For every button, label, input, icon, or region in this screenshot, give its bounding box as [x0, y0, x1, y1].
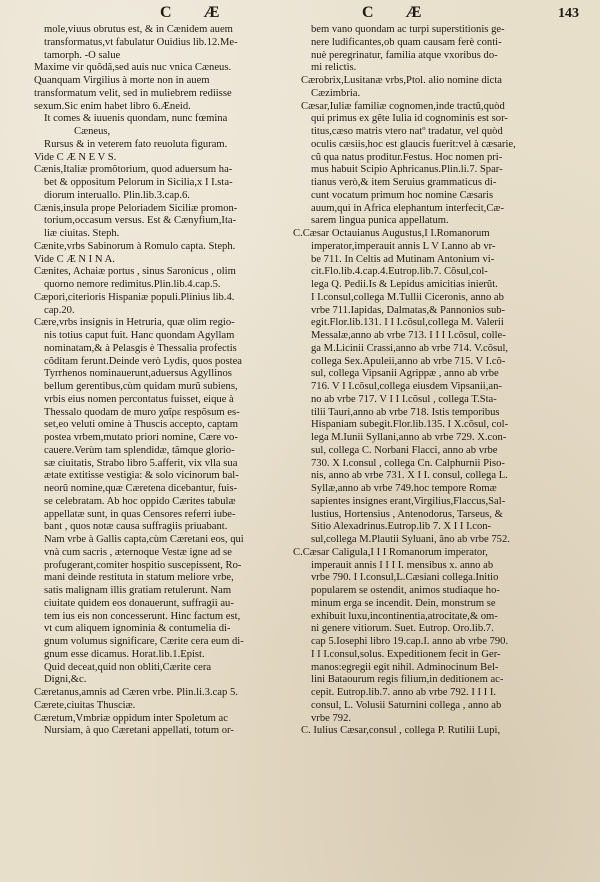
text-line: nominatam,& à Pelasgis è Thessalia profectis	[44, 342, 237, 354]
text-line: nis totius caput fuit. Hanc quondam Agyllam	[44, 330, 235, 341]
text-line: lustius, Hortensius , Antenodorus, Tarseus, &	[311, 508, 503, 520]
text-line: imperator,imperauit annis L V I.anno ab vr-	[311, 240, 496, 252]
text-line: Cænite,vrbs Sabinorum à Romulo capta. Steph.	[34, 240, 236, 252]
text-line: vrbe 792.	[311, 712, 352, 724]
text-line: tilii Tauri,anno ab vrbe 718. Istis temporibus	[311, 406, 500, 418]
text-line: cũ qua natus proditur.Festus. Hoc nomen pri-	[311, 151, 503, 163]
text-line: bellum gerentibus,cùm quidam murũ subiens,	[44, 381, 238, 392]
text-line: oculis cæsiis,hoc est glaucis fuerit:vel à cæsarie,	[311, 138, 516, 150]
text-line: Cæretanus,amnis ad Cæren vrbe. Plin.li.3.cap 5.	[34, 687, 238, 698]
text-line: bant , quos notæ causa suffragiis priuabant.	[44, 521, 228, 533]
text-line: titus,cæso matris vtero natº tradatur, vel quòd	[311, 126, 503, 137]
text-line: liæ ciuitas. Steph.	[44, 228, 120, 239]
text-line: Quanquam Virgilius à morte non in auem	[34, 75, 210, 86]
text-line: I I I.consul,solus. Expeditionem fecit in Ger-	[311, 648, 501, 660]
text-line: sapientes insignes erant,Virgilius,Flaccus,Sal-	[311, 495, 506, 507]
text-line: neorũ nomine,quæ Cæretena dicebantur, fuis-	[44, 483, 238, 494]
text-line: Cærobrix,Lusitanæ vrbs,Ptol. alio nomine dicta	[301, 75, 502, 86]
text-line: popularem se ostendit, animos studiaque ho-	[311, 585, 500, 596]
text-line: lega M.Iunii Syllani,anno ab vrbe 729. X.con-	[311, 432, 507, 443]
text-line: It comes & iuuenis quondam, nunc fœmina	[44, 113, 228, 125]
text-line: qui primus ex gête Iulia id cognominis est sor-	[311, 113, 508, 125]
text-line: Maxime vir quõdã,sed auis nuc vnica Cæneus.	[34, 62, 232, 74]
text-line: tamorph. -O salue	[44, 49, 121, 61]
text-line: cõditam ferunt.Deinde verò Lydis, quos postea	[44, 355, 242, 367]
text-line: Quid deceat,quid non obliti,Cærite cera	[44, 661, 212, 673]
left-text-column	[34, 24, 292, 738]
text-line: set,eo veluti omine à Thuscis accepto, captam	[44, 419, 238, 431]
text-line: C.Cæsar Caligula,I I I Romanorum imperator,	[293, 546, 488, 558]
text-line: 716. V I I.cõsul,collega eiusdem Vipsanii,an-	[311, 381, 502, 392]
text-line: vrbis eius nomen percontatus fuisset, eique à	[44, 393, 234, 405]
text-line: Cæzimbria.	[311, 87, 361, 99]
text-line: lega Q. Pedii.Is & Lepidus amicitias inierũt.	[311, 279, 498, 290]
text-line: auum,qui in Africa elephantum interfecit,Cæ-	[311, 202, 504, 214]
text-line: collega Sex.Apuleii,anno ab vrbe 715. V I.cõ-	[311, 355, 506, 367]
right-text-column	[293, 24, 563, 738]
text-line: sexum.Sic enim habet libro 6.Æneid.	[34, 100, 191, 112]
text-line: lini Bataourum regis filium,in deditionem ac-	[311, 674, 504, 686]
text-line: Syllæ,anno ab vrbe 749.hoc tempore Romæ	[311, 483, 497, 494]
text-line: quorno nemore redimitus.Plin.lib.4.cap.5.	[44, 279, 221, 290]
text-line: Sitio Alexadrinus.Eutrop.lib 7. X I I I.con-	[311, 521, 492, 533]
text-line: Vide C Æ N I N A.	[34, 253, 115, 265]
text-line: mani deinde restituta in statum meliore vrbe,	[44, 572, 234, 584]
text-line: sul, collega Vipsanii Agrippæ , anno ab vrbe	[311, 368, 499, 380]
text-line: bem vano quondam ac turpi superstitionis ge-	[311, 24, 505, 35]
text-line: sul, collega C. Norbani Flacci, anno ab vrbe	[311, 444, 498, 456]
text-line: Cæpori,citerioris Hispaniæ populi.Plinius lib.4.	[34, 291, 235, 303]
text-line: I I.consul,collega M.Tullii Ciceronis, anno ab	[311, 291, 504, 303]
text-line: be 711. In Celtis ad Mutinam Antonium vi-	[311, 253, 495, 265]
text-line: vrbe 790. I I.consul,L.Cæsiani collega.Initio	[311, 572, 499, 584]
text-line: gnum esse dicamus. Horat.lib.1.Epist.	[44, 648, 205, 660]
text-line: ga M.Licinii Crassi,anno ab vrbe 714. V.cõsul,	[311, 342, 509, 354]
page-number: 143	[558, 6, 579, 21]
text-line: vnà cum sacris , æternoque Vestæ igne ad se	[44, 546, 232, 558]
text-line: Messalæ,anno ab vrbe 713. I I I I.cõsul, colle-	[311, 330, 506, 341]
text-line: nuè peregrinatur, familia atque vxoribus do-	[311, 49, 498, 61]
text-line: mole,viuus obrutus est, & in Cænidem auem	[44, 24, 233, 35]
text-line: postea vrbem,mutato priori nomine, Cære vo-	[44, 432, 238, 443]
text-line: exhibuit luxu,incontinentia,atrocitate,& om-	[311, 610, 498, 622]
text-line: consul, L. Volusii Saturnini collega , anno ab	[311, 699, 502, 711]
text-line: cap.20.	[44, 304, 75, 316]
text-line: appellatæ sunt, in quas Censores referri iube-	[44, 508, 236, 520]
text-line: Cænites, Achaiæ portus , sinus Saronicus , olim	[34, 266, 236, 278]
text-line: profugerant,comiter hospitio suscepissent, Ro-	[44, 559, 242, 571]
text-line: Cæsar,Iuliæ familiæ cognomen,inde tractũ,quòd	[301, 100, 505, 112]
text-line: Thessalo quodam de muro χαῖρε respõsum es-	[44, 406, 240, 418]
text-line: torium,occasum versus. Est & Cænyfium,Ita-	[44, 215, 237, 227]
text-line: cepit. Eutrop.lib.7. anno ab vrbe 792. I I I I.	[311, 687, 497, 698]
text-line: Hispaniam subegit.Flor.lib.135. I X.cõsul, col-	[311, 419, 509, 431]
text-line: transformatus,vt fabulatur Ouidius lib.12.Me-	[44, 36, 238, 48]
text-line: mus habuit Scipio Aphricanus.Plin.li.7. Spar-	[311, 164, 503, 176]
text-line: nis, anno ab vrbe 731. X I I. consul, collega L.	[311, 470, 508, 482]
text-line: Digni,&c.	[44, 674, 87, 686]
text-line: Cærete,ciuitas Thusciæ.	[34, 699, 136, 711]
text-line: ciuitate quidem eos donauerunt, suffragii au-	[44, 597, 234, 609]
text-line: transformatum velit, sed in muliebrem rediisse	[34, 87, 232, 99]
text-line: Nursiam, à quo Cæretani appellati, totum or-	[44, 725, 234, 737]
text-line: vrbe 711.Iapidas, Dalmatas,& Pannonios sub-	[311, 304, 506, 316]
text-line: bet & oppositum Pelorum in Sicilia,x I I.sta-	[44, 177, 233, 188]
text-line: satis malignam illis gratiam retulerunt. Nam	[44, 585, 232, 596]
text-line: vt cum aliquem ignominia & contumelia di-	[44, 623, 231, 635]
text-line: gnum volumus significare, Cærite cera eum di-	[44, 636, 244, 647]
text-line: sæ ciuitatis, Strabo libro 5.afferit, vix vlla sua	[44, 457, 238, 469]
text-line: Cæretum,Vmbriæ oppidum inter Spoletum ac	[34, 712, 228, 724]
text-line: sul,collega M.Plautii Syluani, ãno ab vrbe 752.	[311, 534, 510, 545]
text-line: Vide C Æ N E V S.	[34, 151, 117, 163]
running-head-left: C Æ	[160, 4, 234, 21]
text-line: Nam vrbe à Gallis capta,cùm Cæretani eos, qui	[44, 534, 244, 545]
text-line: C. Iulius Cæsar,consul , collega P. Rutilii Lupi,	[301, 725, 501, 737]
text-line: sarem lingua punica appellatum.	[311, 215, 449, 227]
text-line: egit.Flor.lib.131. I I I.cõsul,collega M. Valerii	[311, 317, 504, 329]
text-line: C.Cæsar Octauianus Augustus,I I.Romanorum	[293, 228, 490, 239]
text-line: nere ludificantes,ob quam causam ferè conti-	[311, 36, 502, 48]
text-line: minum erga se incendit. Dein, monstrum se	[311, 597, 496, 609]
text-line: manos:egregii egit nihil. Adminocinum Bel-	[311, 661, 499, 673]
text-line: no ab vrbe 717. V I I I.cõsul , collega T.Sta-	[311, 393, 497, 405]
text-line: ætate extitisse vestigia: & solo vicinorum bal-	[44, 470, 239, 482]
text-line: Tyrrhenos nominauerunt,aduersus Agyllinos	[44, 368, 232, 380]
text-line: ni genere vitiorum. Suet. Eutrop. Oro.lib.7.	[311, 623, 494, 635]
text-line: Cænis,Italiæ promõtorium, quod aduersum ha-	[34, 164, 233, 176]
text-line: imperauit annis I I I I. mensibus x. anno ab	[311, 559, 494, 571]
text-line: diorum interuallo. Plin.lib.3.cap.6.	[44, 189, 190, 201]
text-line: Cænis,insula prope Peloriadem Siciliæ promon-	[34, 202, 238, 214]
text-line: 730. X I.consul , collega Cn. Calphurnii Piso-	[311, 457, 505, 469]
text-line: cauere.Verùm tam splendidæ, tãmque glorio-	[44, 444, 235, 456]
text-line: cunt vocatum primum hoc nomine Cæsaris	[311, 189, 494, 201]
text-line: tem ius eis non concesserunt. Hinc factum est,	[44, 610, 241, 622]
running-head-right: C Æ	[362, 4, 436, 21]
text-line: mi relictis.	[311, 62, 357, 74]
text-line: cap 5.Iosephi libro 19.cap.I. anno ab vrbe 790.	[311, 636, 509, 647]
text-line: cit.Flo.lib.4.cap.4.Eutrop.lib.7. Cõsul,col-	[311, 266, 488, 278]
text-line: tianus verò,& item Seruius grammaticus di-	[311, 177, 497, 188]
text-line: Cæneus,	[74, 126, 111, 137]
text-line: Cære,vrbs insignis in Hetruria, quæ olim regio-	[34, 317, 235, 329]
text-line: se celebratam. Ab hoc oppido Cærites tabulæ	[44, 495, 236, 507]
text-line: Rursus & in veterem fato reuoluta figuram.	[44, 138, 228, 150]
